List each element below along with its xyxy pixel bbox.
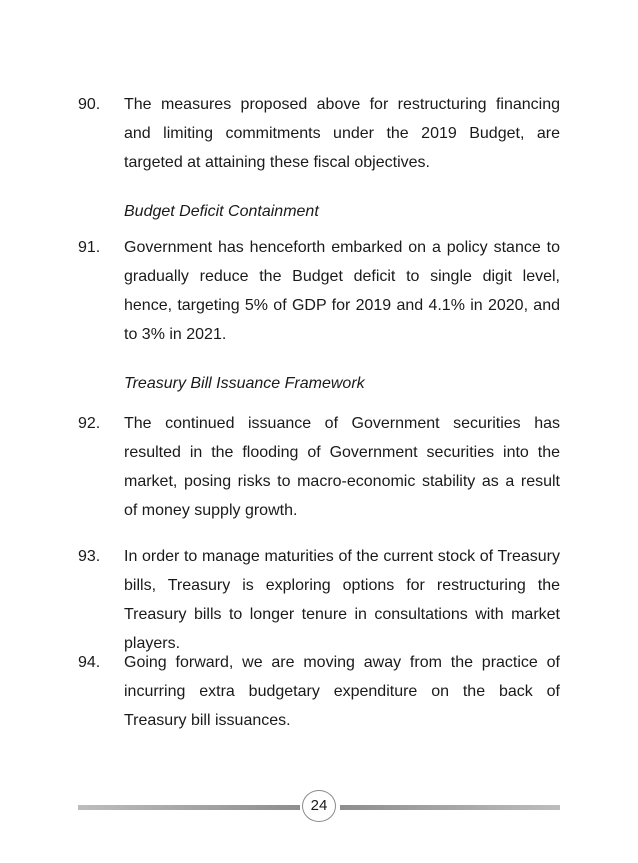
paragraph-text: The measures proposed above for restructuring financing and limiting commitments under the 2019 Budget, are targeted at attaining these fiscal objectives. xyxy=(124,96,560,171)
footer-rule-right xyxy=(340,805,560,810)
paragraph-text: Government has henceforth embarked on a policy stance to gradually reduce the Budget deficit to single digit level, hence, targeting 5% of GDP for 2019 and 4.1% in 2020, and to 3% in 2021. xyxy=(124,239,560,343)
section-heading-treasury-bill: Treasury Bill Issuance Framework xyxy=(124,375,365,392)
paragraph-text: Going forward, we are moving away from the practice of incurring extra budgetary expenditure on the back of Treasury bill issuances. xyxy=(124,654,560,729)
page-footer xyxy=(0,790,638,824)
paragraph-91 xyxy=(78,233,560,349)
paragraph-number: 93. xyxy=(78,548,101,565)
paragraph-94 xyxy=(78,648,560,735)
paragraph-number: 91. xyxy=(78,239,101,256)
paragraph-93 xyxy=(78,542,560,658)
paragraph-90 xyxy=(78,90,560,177)
paragraph-number: 90. xyxy=(78,96,101,113)
paragraph-number: 92. xyxy=(78,415,101,432)
paragraph-number: 94. xyxy=(78,654,101,671)
page-number: 24 xyxy=(302,790,336,822)
paragraph-text: In order to manage maturities of the current stock of Treasury bills, Treasury is exploring options for restructuring the Treasury bills to longer tenure in consultations with market players. xyxy=(124,548,560,652)
paragraph-text: The continued issuance of Government securities has resulted in the flooding of Government securities into the market, posing risks to macro-economic stability as a result of money supply growth. xyxy=(124,415,560,519)
section-heading-budget-deficit: Budget Deficit Containment xyxy=(124,203,319,220)
footer-rule-left xyxy=(78,805,300,810)
paragraph-92 xyxy=(78,409,560,525)
